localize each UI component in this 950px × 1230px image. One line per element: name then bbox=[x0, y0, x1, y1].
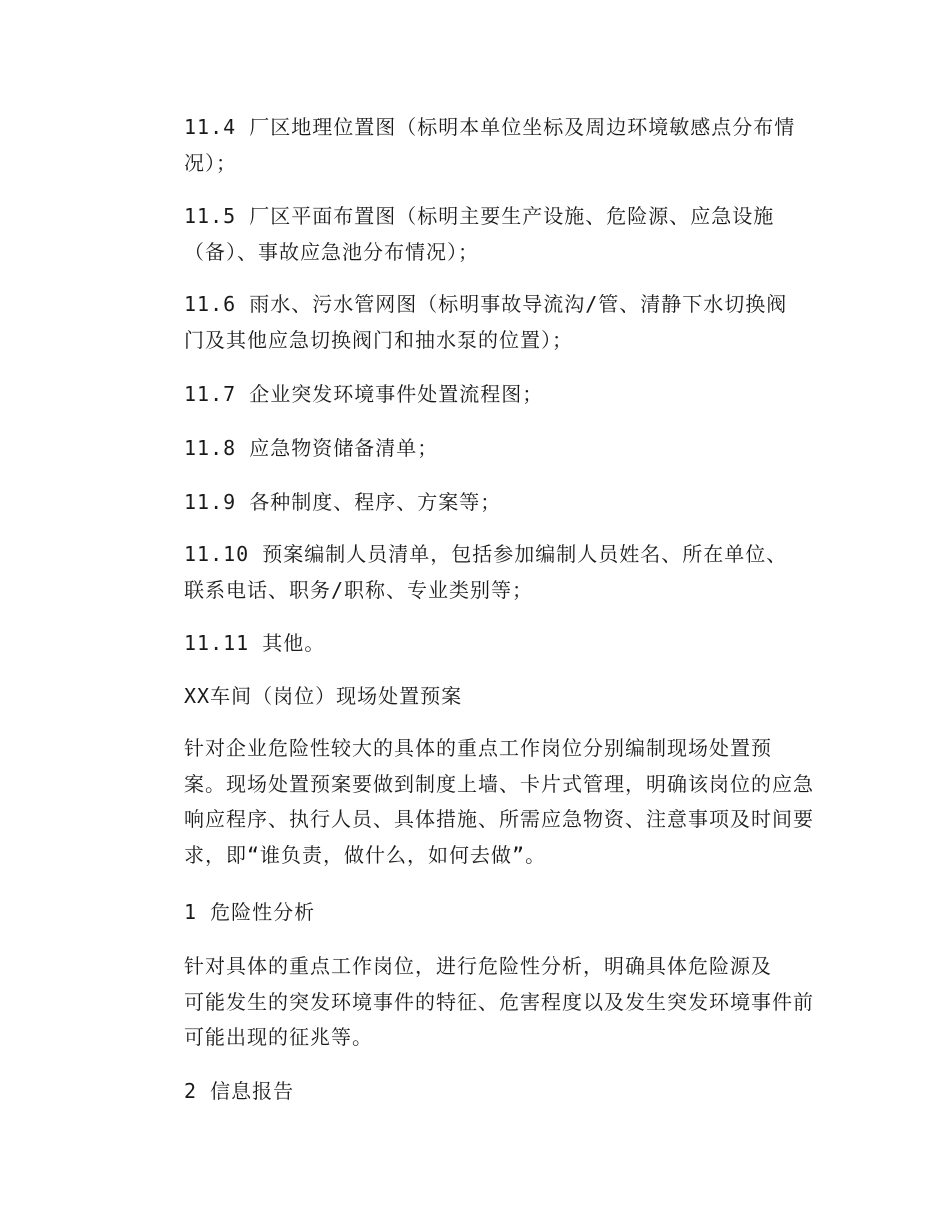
text-line: 11.8 应急物资储备清单； bbox=[184, 436, 439, 460]
text-line: 11.5 厂区平面布置图（标明主要生产设施、危险源、应急设施 bbox=[184, 204, 775, 228]
paragraph-intro bbox=[140, 731, 820, 873]
text-line: XX车间（岗位）现场处置预案 bbox=[184, 684, 463, 708]
subheading-info-report bbox=[140, 1074, 820, 1110]
text-line: （备）、事故应急池分布情况）； bbox=[184, 239, 479, 264]
text-line: 1 危险性分析 bbox=[184, 900, 316, 924]
text-line: 联系电话、职务/职称、专业类别等； bbox=[184, 577, 534, 602]
text-line: 11.6 雨水、污水管网图（标明事故导流沟/管、清静下水切换阀 bbox=[184, 292, 788, 316]
text-line: 案。现场处置预案要做到制度上墙、卡片式管理，明确该岗位的应急 bbox=[184, 771, 814, 796]
text-line: 11.10 预案编制人员清单，包括参加编制人员姓名、所在单位、 bbox=[184, 542, 788, 566]
paragraph-11-9 bbox=[140, 485, 820, 521]
text-line: 响应程序、执行人员、具体措施、所需应急物资、注意事项及时间要 bbox=[184, 807, 814, 831]
text-line: 2 信息报告 bbox=[184, 1079, 295, 1103]
text-line: 求，即“谁负责，做什么，如何去做”。 bbox=[184, 842, 547, 867]
paragraph-11-11 bbox=[140, 626, 820, 662]
text-line: 可能出现的征兆等。 bbox=[184, 1025, 373, 1049]
section-heading bbox=[140, 679, 820, 715]
text-line: 11.7 企业突发环境事件处置流程图； bbox=[184, 382, 544, 406]
text-line: 门及其他应急切换阀门和抽水泵的位置）； bbox=[184, 327, 573, 352]
paragraph-11-4 bbox=[140, 110, 820, 181]
subheading-risk-analysis bbox=[140, 895, 820, 931]
paragraph-11-8 bbox=[140, 431, 820, 467]
text-line: 可能发生的突发环境事件的特征、危害程度以及发生突发环境事件前 bbox=[184, 989, 814, 1014]
paragraph-11-6 bbox=[140, 287, 820, 358]
text-line: 针对具体的重点工作岗位，进行危险性分析，明确具体危险源及 bbox=[184, 954, 772, 978]
text-line: 11.9 各种制度、程序、方案等； bbox=[184, 490, 502, 514]
text-line: 11.4 厂区地理位置图（标明本单位坐标及周边环境敏感点分布情 bbox=[184, 115, 796, 139]
paragraph-11-7 bbox=[140, 377, 820, 413]
paragraph-11-10 bbox=[140, 537, 820, 608]
paragraph-risk-analysis bbox=[140, 949, 820, 1056]
text-line: 针对企业危险性较大的具体的重点工作岗位分别编制现场处置预 bbox=[184, 736, 772, 760]
paragraph-11-5 bbox=[140, 199, 820, 270]
text-line: 11.11 其他。 bbox=[184, 631, 326, 655]
text-line: 况）； bbox=[184, 150, 237, 175]
